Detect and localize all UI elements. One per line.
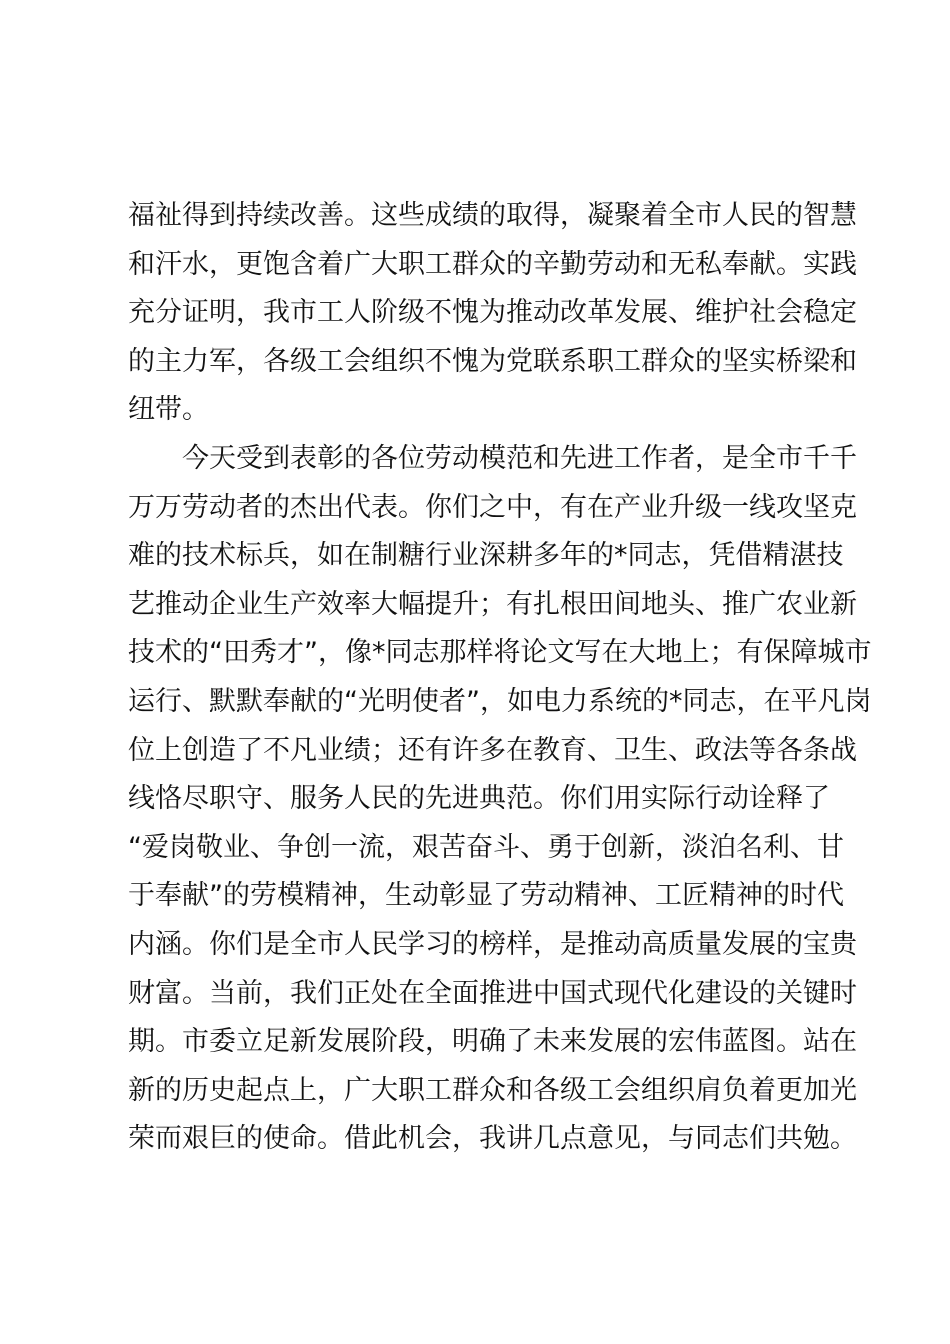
paragraph-1 <box>128 192 857 435</box>
text-line: 内涵。你们是全市人民学习的榜样，是推动高质量发展的宝贵 <box>128 928 857 960</box>
text-line: 充分证明，我市工人阶级不愧为推动改革发展、维护社会稳定 <box>128 297 857 329</box>
text-line: 于奉献”的劳模精神，生动彰显了劳动精神、工匠精神的时代 <box>128 880 844 912</box>
text-line: 新的历史起点上，广大职工群众和各级工会组织肩负着更加光 <box>128 1074 857 1106</box>
text-line: 艺推动企业生产效率大幅提升；有扎根田间地头、推广农业新 <box>128 588 857 620</box>
document-body <box>128 192 872 1164</box>
text-line: 的主力军，各级工会组织不愧为党联系职工群众的坚实桥梁和 <box>128 345 857 377</box>
text-line: 线恪尽职守、服务人民的先进典范。你们用实际行动诠释了 <box>128 783 830 815</box>
text-line: 难的技术标兵，如在制糖行业深耕多年的*同志，凭借精湛技 <box>128 540 844 572</box>
text-line: “爱岗敬业、争创一流，艰苦奋斗、勇于创新，淡泊名利、甘 <box>128 831 844 863</box>
text-line: 万万劳动者的杰出代表。你们之中，有在产业升级一线攻坚克 <box>128 491 857 523</box>
text-line: 位上创造了不凡业绩；还有许多在教育、卫生、政法等各条战 <box>128 734 857 766</box>
text-line: 福祉得到持续改善。这些成绩的取得，凝聚着全市人民的智慧 <box>128 200 857 231</box>
text-line: 财富。当前，我们正处在全面推进中国式现代化建设的关键时 <box>128 977 857 1009</box>
paragraph-2 <box>128 435 872 1164</box>
text-line: 荣而艰巨的使命。借此机会，我讲几点意见，与同志们共勉。 <box>128 1123 857 1155</box>
text-line: 技术的“田秀才”，像*同志那样将论文写在大地上；有保障城市 <box>128 637 872 669</box>
text-line: 今天受到表彰的各位劳动模范和先进工作者，是全市千千 <box>182 442 857 474</box>
text-line: 和汗水，更饱含着广大职工群众的辛勤劳动和无私奉献。实践 <box>128 248 857 280</box>
text-line: 运行、默默奉献的“光明使者”，如电力系统的*同志，在平凡岗 <box>128 685 872 717</box>
text-line: 期。市委立足新发展阶段，明确了未来发展的宏伟蓝图。站在 <box>128 1026 857 1058</box>
text-line: 纽带。 <box>128 394 209 426</box>
